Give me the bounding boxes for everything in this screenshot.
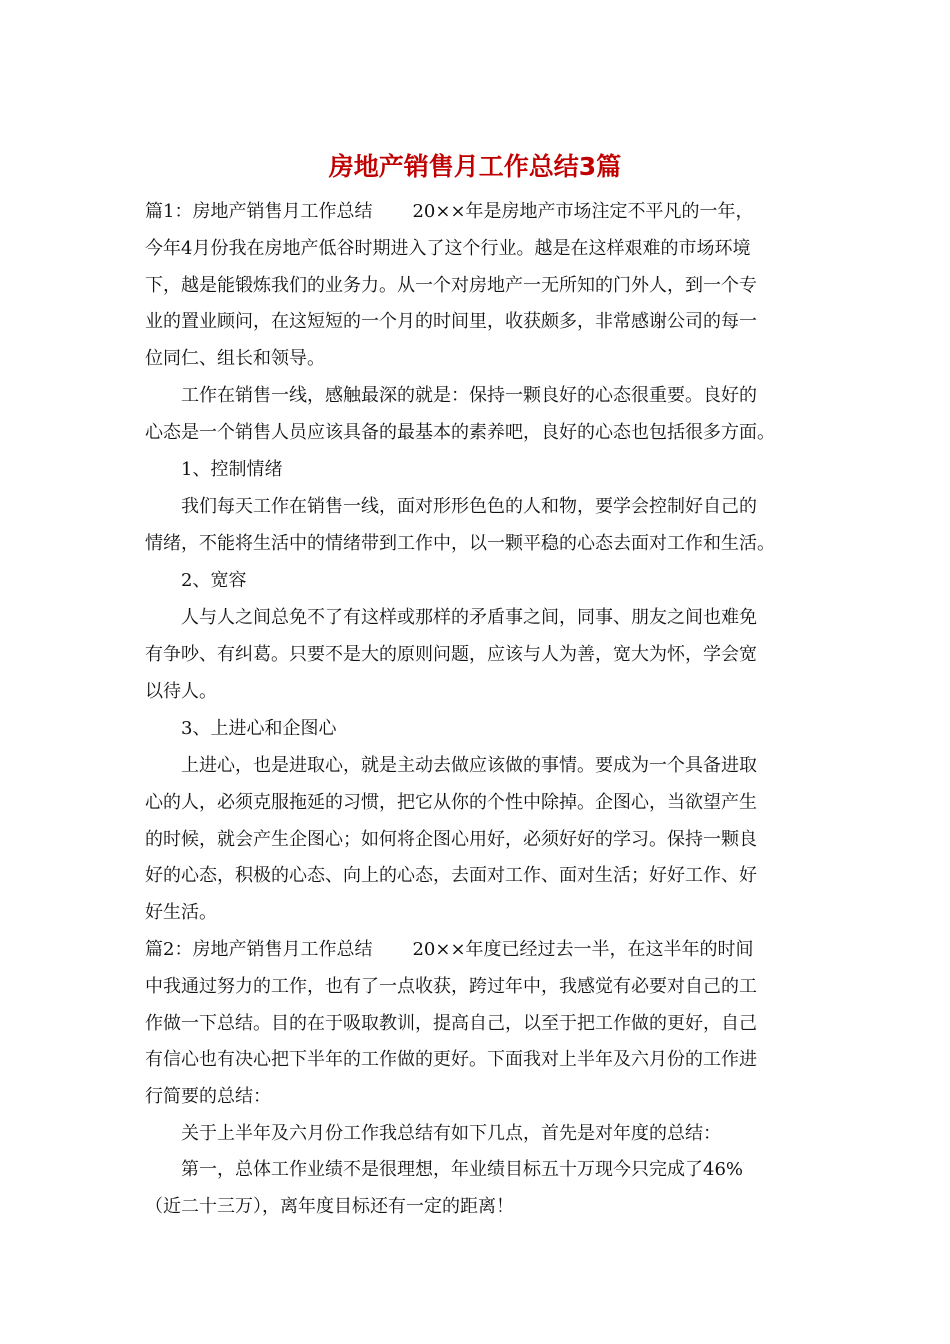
paragraph-line: 上进心，也是进取心，就是主动去做应该做的事情。要成为一个具备进取 xyxy=(181,755,757,776)
paragraph-line: 关于上半年及六月份工作我总结有如下几点，首先是对年度的总结： xyxy=(181,1123,721,1144)
paragraph-line: 好的心态，积极的心态、向上的心态，去面对工作、面对生活；好好工作、好 xyxy=(145,865,757,886)
section-heading: 1、控制情绪 xyxy=(181,459,283,480)
paragraph-line: 我们每天工作在销售一线，面对形形色色的人和物，要学会控制好自己的 xyxy=(181,496,757,517)
paragraph-line: 作做一下总结。目的在于吸取教训，提高自己，以至于把工作做的更好，自己 xyxy=(145,1013,757,1034)
paragraph-line: 中我通过努力的工作，也有了一点收获，跨过年中，我感觉有必要对自己的工 xyxy=(145,976,757,997)
paragraph-line: 工作在销售一线，感触最深的就是：保持一颗良好的心态很重要。良好的 xyxy=(181,385,757,406)
article-2-heading-line xyxy=(145,938,754,962)
section-heading: 2、宽容 xyxy=(181,570,247,591)
paragraph-line: 业的置业顾问，在这短短的一个月的时间里，收获颇多，非常感谢公司的每一 xyxy=(145,311,757,332)
paragraph-line: 情绪，不能将生活中的情绪带到工作中，以一颗平稳的心态去面对工作和生活。 xyxy=(145,533,775,554)
paragraph-line: 心态是一个销售人员应该具备的最基本的素养吧，良好的心态也包括很多方面。 xyxy=(145,422,775,443)
paragraph-line: 人与人之间总免不了有这样或那样的矛盾事之间，同事、朋友之间也难免 xyxy=(181,607,757,628)
paragraph-line: 以待人。 xyxy=(145,681,217,702)
paragraph-line: 心的人，必须克服拖延的习惯，把它从你的个性中除掉。企图心，当欲望产生 xyxy=(145,792,757,813)
article-1-heading: 篇1：房地产销售月工作总结 xyxy=(145,201,373,222)
article-2-intro: 20××年度已经过去一半，在这半年的时间 xyxy=(412,939,754,960)
article-1-heading-line xyxy=(145,200,754,224)
paragraph-line: 第一，总体工作业绩不是很理想，年业绩目标五十万现今只完成了46% xyxy=(181,1159,744,1180)
article-1-intro: 20××年是房地产市场注定不平凡的一年， xyxy=(412,201,754,222)
document-title: 房地产销售月工作总结3篇 xyxy=(328,152,622,181)
paragraph-line: 有信心也有决心把下半年的工作做的更好。下面我对上半年及六月份的工作进 xyxy=(145,1049,757,1070)
paragraph-line: 的时候，就会产生企图心；如何将企图心用好，必须好好的学习。保持一颗良 xyxy=(145,829,757,850)
paragraph-line: 位同仁、组长和领导。 xyxy=(145,348,325,369)
paragraph-line: 下，越是能锻炼我们的业务力。从一个对房地产一无所知的门外人，到一个专 xyxy=(145,275,757,296)
article-2-heading: 篇2：房地产销售月工作总结 xyxy=(145,939,373,960)
section-heading: 3、上进心和企图心 xyxy=(181,718,337,739)
paragraph-line: 有争吵、有纠葛。只要不是大的原则问题，应该与人为善，宽大为怀，学会宽 xyxy=(145,644,757,665)
paragraph-line: 好生活。 xyxy=(145,902,217,923)
paragraph-line: （近二十三万），离年度目标还有一定的距离！ xyxy=(145,1196,514,1217)
paragraph-line: 行简要的总结： xyxy=(145,1086,271,1107)
paragraph-line: 今年4月份我在房地产低谷时期进入了这个行业。越是在这样艰难的市场环境 xyxy=(145,238,751,259)
